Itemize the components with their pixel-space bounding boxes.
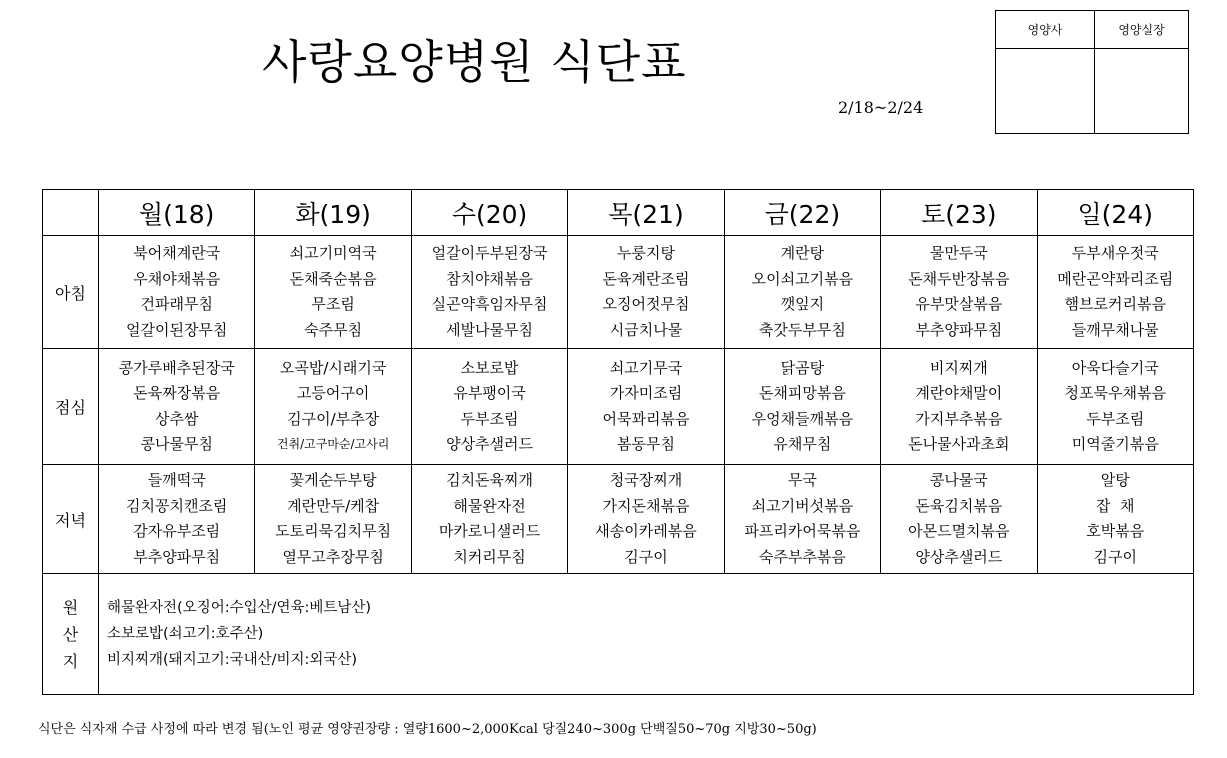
dish-item: 들깨무채나물 bbox=[1071, 320, 1159, 339]
signature-label-chief: 영양실장 bbox=[1095, 11, 1188, 49]
meal-cell bbox=[724, 465, 880, 574]
dish-item: 닭곰탕 bbox=[780, 358, 825, 377]
day-header: 일(24) bbox=[1037, 190, 1193, 236]
dish-item: 얼갈이된장무침 bbox=[125, 320, 228, 339]
dish-item: 미역줄기볶음 bbox=[1071, 435, 1159, 453]
dish-item: 돈육계란조림 bbox=[602, 269, 690, 288]
meal-cell bbox=[411, 349, 567, 465]
day-header-row bbox=[43, 190, 1194, 236]
dish-item: 김치돈육찌개 bbox=[446, 471, 534, 489]
dish-item: 아몬드멸치볶음 bbox=[908, 522, 1010, 540]
dish-item: 돈채피망볶음 bbox=[758, 384, 846, 402]
dish-item: 돈나물사과초회 bbox=[908, 435, 1010, 453]
dish-item: 새송이카레볶음 bbox=[595, 522, 697, 540]
dish-item: 열무고추장무침 bbox=[282, 547, 384, 566]
signature-field-chief[interactable] bbox=[1095, 49, 1188, 133]
dish-item: 햄브로커리볶음 bbox=[1064, 295, 1166, 313]
dish-item: 돈육짜장볶음 bbox=[133, 384, 221, 402]
dish-item: 참치야채볶음 bbox=[446, 269, 534, 288]
dish-item: 가지돈채볶음 bbox=[602, 496, 690, 515]
meal-cell bbox=[255, 465, 411, 574]
dish-item: 양상추샐러드 bbox=[446, 435, 534, 453]
dish-item: 북어채계란국 bbox=[133, 244, 221, 262]
dish-item: 유채무침 bbox=[773, 435, 832, 453]
dish-item: 아욱다슬기국 bbox=[1071, 358, 1159, 377]
dish-item: 콩나물무침 bbox=[140, 435, 213, 453]
dish-item: 우채야채볶음 bbox=[133, 269, 221, 288]
dish-item: 물만두국 bbox=[929, 244, 988, 262]
meal-cell bbox=[724, 349, 880, 465]
dish-item: 콩나물국 bbox=[929, 471, 988, 489]
dish-item: 부추양파무침 bbox=[133, 547, 221, 566]
origin-list bbox=[99, 574, 1194, 695]
footer-note: 식단은 식자재 수급 사정에 따라 변경 됨(노인 평균 영양권장량 : 열량1600~2,000Kcal 당질240~300g 단백질50~70g 지방30~50g) bbox=[38, 722, 817, 737]
day-header: 수(20) bbox=[411, 190, 567, 236]
meal-cell bbox=[99, 465, 255, 574]
dish-item: 양상추샐러드 bbox=[915, 547, 1003, 566]
origin-line: 소보로밥(쇠고기:호주산) bbox=[107, 626, 264, 642]
dish-item: 오곡밥/시래기국 bbox=[279, 358, 387, 377]
dish-item: 알탕 bbox=[1100, 471, 1130, 489]
day-header: 금(22) bbox=[724, 190, 880, 236]
meal-cell bbox=[1037, 465, 1193, 574]
signature-box bbox=[995, 10, 1189, 134]
signature-label-dietitian: 영양사 bbox=[996, 11, 1095, 49]
meal-row-breakfast bbox=[43, 236, 1194, 349]
dish-item: 숙주무침 bbox=[304, 320, 363, 339]
dish-item: 봄동무침 bbox=[616, 435, 675, 453]
meal-label: 저녁 bbox=[43, 465, 99, 574]
meal-cell bbox=[99, 236, 255, 349]
dish-item: 잡 채 bbox=[1096, 496, 1135, 515]
origin-line: 해물완자전(오징어:수입산/연육:베트남산) bbox=[107, 600, 372, 616]
signature-field-dietitian[interactable] bbox=[996, 49, 1095, 133]
dish-item: 어묵꽈리볶음 bbox=[602, 409, 690, 428]
meal-cell bbox=[99, 349, 255, 465]
dish-item: 두부조림 bbox=[460, 409, 519, 428]
meal-row-dinner bbox=[43, 465, 1194, 574]
dish-item: 김구이 bbox=[1093, 547, 1137, 566]
dish-item: 치커리무침 bbox=[453, 547, 526, 566]
dish-item: 해물완자전 bbox=[453, 496, 526, 515]
meal-table bbox=[42, 189, 1194, 695]
dish-item: 마카로니샐러드 bbox=[438, 522, 541, 540]
dish-item: 무국 bbox=[787, 471, 817, 489]
dish-item: 돈육김치볶음 bbox=[915, 496, 1003, 515]
dish-item: 유부팽이국 bbox=[453, 384, 526, 402]
dish-item: 두부조림 bbox=[1086, 409, 1145, 428]
meal-cell bbox=[724, 236, 880, 349]
dish-item: 쇠고기무국 bbox=[609, 358, 683, 377]
meal-label: 점심 bbox=[43, 349, 99, 465]
meal-row-lunch bbox=[43, 349, 1194, 465]
dish-item: 무조림 bbox=[311, 295, 355, 313]
dish-item: 축갓두부무침 bbox=[758, 320, 846, 339]
dish-item: 숙주부추볶음 bbox=[758, 547, 846, 566]
dish-item: 김치꽁치캔조림 bbox=[125, 496, 228, 515]
dish-item: 얼갈이두부된장국 bbox=[431, 244, 548, 262]
meal-label: 아침 bbox=[43, 236, 99, 349]
dish-item: 오징어젓무침 bbox=[602, 295, 690, 313]
dish-item: 돈채죽순볶음 bbox=[289, 269, 377, 288]
day-header: 토(23) bbox=[881, 190, 1037, 236]
corner-cell bbox=[43, 190, 99, 236]
dish-item: 쇠고기버섯볶음 bbox=[751, 496, 854, 515]
dish-item: 세발나물무침 bbox=[446, 320, 534, 339]
dish-item: 우엉채들깨볶음 bbox=[751, 409, 854, 428]
date-range: 2/18~2/24 bbox=[838, 98, 924, 117]
dish-item: 감자유부조림 bbox=[133, 522, 221, 540]
dish-item: 건파래무침 bbox=[140, 295, 213, 313]
dish-item: 계란야채말이 bbox=[915, 384, 1003, 402]
dish-item: 김구이 bbox=[624, 547, 668, 566]
meal-cell bbox=[1037, 349, 1193, 465]
dish-item: 청국장찌개 bbox=[609, 471, 683, 489]
dish-item: 유부맛살볶음 bbox=[915, 295, 1003, 313]
origin-row bbox=[43, 574, 1194, 695]
meal-cell bbox=[411, 465, 567, 574]
meal-cell bbox=[255, 236, 411, 349]
meal-cell bbox=[881, 465, 1037, 574]
dish-item: 가지부추볶음 bbox=[915, 409, 1003, 428]
origin-line: 비지찌개(돼지고기:국내산/비지:외국산) bbox=[107, 652, 358, 668]
meal-cell bbox=[255, 349, 411, 465]
dish-item: 건취/고구마순/고사리 bbox=[276, 437, 390, 451]
origin-label bbox=[43, 574, 99, 695]
dish-item: 부추양파무침 bbox=[915, 320, 1003, 339]
dish-item: 오이쇠고기볶음 bbox=[751, 269, 854, 288]
dish-item: 계란만두/케찹 bbox=[287, 496, 380, 515]
meal-cell bbox=[411, 236, 567, 349]
dish-item: 청포묵우채볶음 bbox=[1064, 384, 1166, 402]
dish-item: 도토리묵김치무침 bbox=[275, 522, 392, 540]
day-header: 목(21) bbox=[568, 190, 724, 236]
dish-item: 김구이/부추장 bbox=[287, 409, 380, 428]
day-header: 월(18) bbox=[99, 190, 255, 236]
dish-item: 고등어구이 bbox=[296, 384, 370, 402]
origin-label-char: 지 bbox=[62, 651, 79, 671]
dish-item: 파프리카어묵볶음 bbox=[744, 522, 861, 540]
dish-item: 실곤약흑임자무침 bbox=[431, 295, 548, 313]
dish-item: 가자미조림 bbox=[609, 384, 683, 402]
dish-item: 누룽지탕 bbox=[616, 244, 675, 262]
dish-item: 깻잎지 bbox=[780, 295, 825, 313]
day-header: 화(19) bbox=[255, 190, 411, 236]
dish-item: 꽃게순두부탕 bbox=[289, 471, 377, 489]
meal-cell bbox=[881, 349, 1037, 465]
dish-item: 호박볶음 bbox=[1086, 522, 1145, 540]
origin-label-char: 원 bbox=[62, 597, 79, 617]
meal-cell bbox=[568, 465, 724, 574]
dish-item: 들깨떡국 bbox=[147, 471, 206, 489]
dish-item: 시금치나물 bbox=[609, 320, 683, 339]
dish-item: 상추쌈 bbox=[154, 409, 199, 428]
dish-item: 소보로밥 bbox=[460, 358, 519, 377]
dish-item: 돈채두반장볶음 bbox=[908, 269, 1010, 288]
origin-label-char: 산 bbox=[62, 624, 79, 644]
dish-item: 메란곤약꽈리조림 bbox=[1057, 269, 1174, 288]
dish-item: 콩가루배추된장국 bbox=[118, 358, 235, 377]
page-title: 사랑요양병원 식단표 bbox=[262, 35, 687, 89]
dish-item: 쇠고기미역국 bbox=[289, 244, 377, 262]
meal-cell bbox=[568, 349, 724, 465]
dish-item: 비지찌개 bbox=[929, 358, 988, 377]
meal-cell bbox=[568, 236, 724, 349]
dish-item: 두부새우젓국 bbox=[1071, 244, 1159, 262]
meal-cell bbox=[1037, 236, 1193, 349]
dish-item: 계란탕 bbox=[780, 244, 825, 262]
meal-cell bbox=[881, 236, 1037, 349]
